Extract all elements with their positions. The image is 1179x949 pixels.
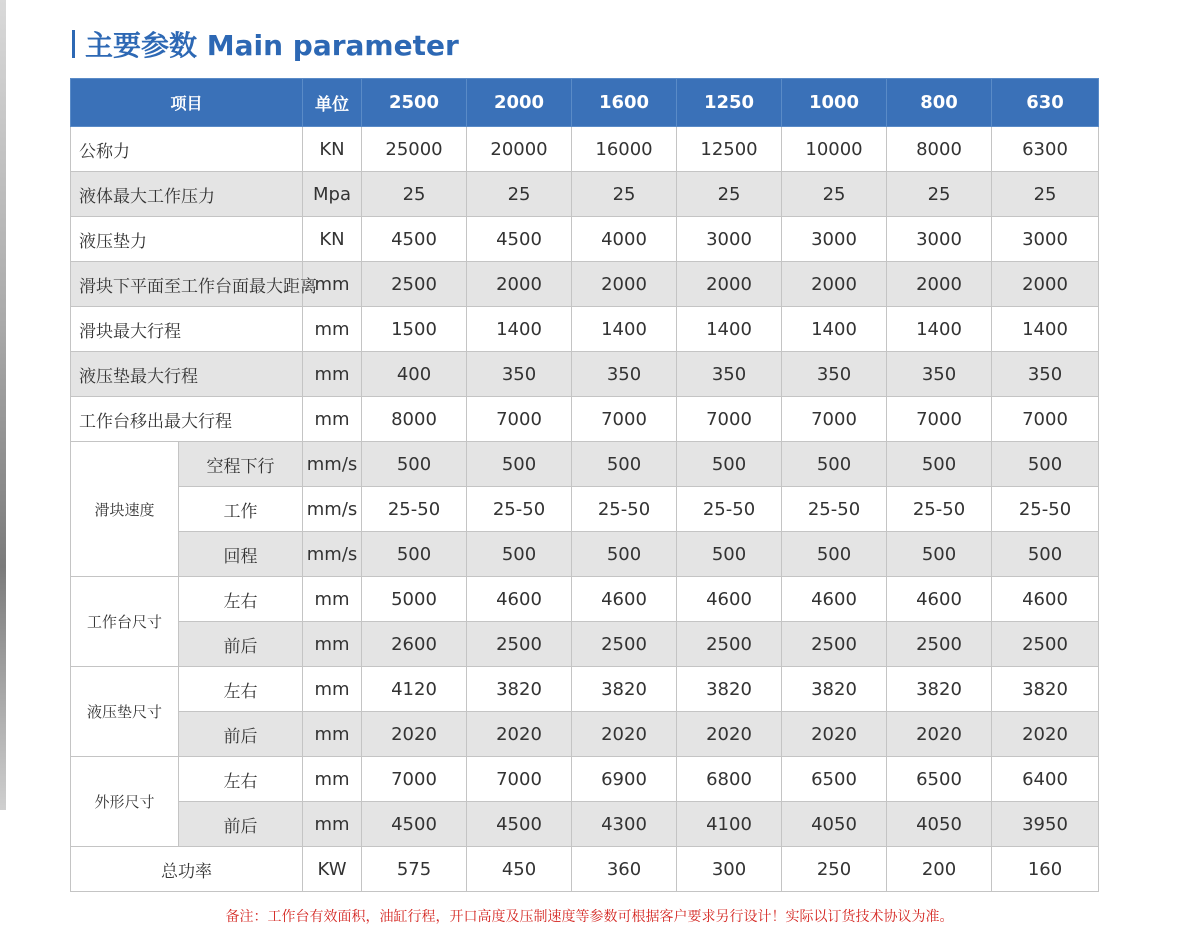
value-cell: 6300 [992, 127, 1099, 172]
value-cell: 3820 [887, 667, 992, 712]
value-cell: 7000 [572, 397, 677, 442]
value-cell: 2000 [572, 262, 677, 307]
value-cell: 350 [572, 352, 677, 397]
value-cell: 1400 [677, 307, 782, 352]
table-row [71, 217, 1099, 262]
value-cell: 1500 [362, 307, 467, 352]
value-cell: 3000 [887, 217, 992, 262]
table-row [71, 802, 1099, 847]
row-label: 滑块最大行程 [71, 307, 303, 352]
value-cell: 2500 [782, 622, 887, 667]
value-cell: 7000 [677, 397, 782, 442]
value-cell: 2000 [887, 262, 992, 307]
value-cell: 2000 [992, 262, 1099, 307]
value-cell: 2020 [467, 712, 572, 757]
value-cell: 3000 [782, 217, 887, 262]
value-cell: 1400 [467, 307, 572, 352]
value-cell: 3000 [992, 217, 1099, 262]
value-cell: 250 [782, 847, 887, 892]
row-label: 液体最大工作压力 [71, 172, 303, 217]
row-unit: Mpa [303, 172, 362, 217]
value-cell: 2020 [362, 712, 467, 757]
value-cell: 2020 [677, 712, 782, 757]
value-cell: 4600 [887, 577, 992, 622]
header-model: 630 [992, 79, 1099, 127]
value-cell: 3820 [467, 667, 572, 712]
value-cell: 1400 [782, 307, 887, 352]
value-cell: 500 [782, 442, 887, 487]
group-label: 外形尺寸 [71, 757, 179, 847]
value-cell: 25 [992, 172, 1099, 217]
value-cell: 360 [572, 847, 677, 892]
value-cell: 1400 [992, 307, 1099, 352]
value-cell: 4000 [572, 217, 677, 262]
value-cell: 2020 [782, 712, 887, 757]
group-label: 工作台尺寸 [71, 577, 179, 667]
row-label: 液压垫力 [71, 217, 303, 262]
table-row [71, 262, 1099, 307]
value-cell: 25000 [362, 127, 467, 172]
value-cell: 4300 [572, 802, 677, 847]
value-cell: 350 [992, 352, 1099, 397]
row-unit: mm [303, 577, 362, 622]
value-cell: 3820 [572, 667, 677, 712]
value-cell: 6900 [572, 757, 677, 802]
value-cell: 500 [467, 532, 572, 577]
value-cell: 4050 [887, 802, 992, 847]
value-cell: 3820 [677, 667, 782, 712]
header-item: 项目 [71, 79, 303, 127]
title-accent-bar [72, 30, 75, 58]
row-label: 公称力 [71, 127, 303, 172]
value-cell: 3820 [782, 667, 887, 712]
value-cell: 3820 [992, 667, 1099, 712]
value-cell: 500 [362, 532, 467, 577]
value-cell: 7000 [782, 397, 887, 442]
sub-label: 回程 [179, 532, 303, 577]
value-cell: 6500 [887, 757, 992, 802]
sub-label: 前后 [179, 622, 303, 667]
table-row [71, 847, 1099, 892]
table-row [71, 487, 1099, 532]
value-cell: 4500 [362, 217, 467, 262]
value-cell: 500 [572, 532, 677, 577]
value-cell: 2000 [467, 262, 572, 307]
value-cell: 4100 [677, 802, 782, 847]
value-cell: 7000 [887, 397, 992, 442]
value-cell: 10000 [782, 127, 887, 172]
sub-label: 左右 [179, 577, 303, 622]
value-cell: 2000 [677, 262, 782, 307]
value-cell: 300 [677, 847, 782, 892]
sub-label: 空程下行 [179, 442, 303, 487]
value-cell: 2020 [887, 712, 992, 757]
value-cell: 7000 [992, 397, 1099, 442]
value-cell: 25-50 [887, 487, 992, 532]
value-cell: 450 [467, 847, 572, 892]
value-cell: 25 [887, 172, 992, 217]
table-row [71, 757, 1099, 802]
value-cell: 25-50 [572, 487, 677, 532]
row-unit: mm/s [303, 487, 362, 532]
row-unit: mm [303, 307, 362, 352]
table-row [71, 307, 1099, 352]
value-cell: 500 [782, 532, 887, 577]
value-cell: 8000 [362, 397, 467, 442]
value-cell: 4600 [782, 577, 887, 622]
row-unit: mm [303, 757, 362, 802]
value-cell: 7000 [467, 397, 572, 442]
value-cell: 3950 [992, 802, 1099, 847]
value-cell: 25 [677, 172, 782, 217]
value-cell: 7000 [362, 757, 467, 802]
value-cell: 2500 [677, 622, 782, 667]
row-label: 滑块下平面至工作台面最大距离 [71, 262, 303, 307]
row-label: 工作台移出最大行程 [71, 397, 303, 442]
value-cell: 500 [362, 442, 467, 487]
row-unit: KN [303, 127, 362, 172]
row-unit: mm/s [303, 442, 362, 487]
table-row [71, 352, 1099, 397]
row-unit: mm [303, 802, 362, 847]
value-cell: 500 [992, 532, 1099, 577]
table-row [71, 667, 1099, 712]
sub-label: 左右 [179, 667, 303, 712]
value-cell: 400 [362, 352, 467, 397]
value-cell: 2500 [992, 622, 1099, 667]
page-title [72, 24, 459, 64]
value-cell: 4600 [677, 577, 782, 622]
value-cell: 25-50 [677, 487, 782, 532]
value-cell: 25-50 [362, 487, 467, 532]
page-title-text: 主要参数 Main parameter [85, 29, 459, 62]
sub-label: 左右 [179, 757, 303, 802]
table-row [71, 172, 1099, 217]
value-cell: 500 [677, 532, 782, 577]
value-cell: 25 [467, 172, 572, 217]
header-unit: 单位 [303, 79, 362, 127]
value-cell: 8000 [887, 127, 992, 172]
value-cell: 500 [887, 532, 992, 577]
value-cell: 4500 [467, 217, 572, 262]
value-cell: 1400 [887, 307, 992, 352]
table-row [71, 577, 1099, 622]
value-cell: 12500 [677, 127, 782, 172]
value-cell: 4050 [782, 802, 887, 847]
row-label: 液压垫最大行程 [71, 352, 303, 397]
value-cell: 350 [467, 352, 572, 397]
sub-label: 前后 [179, 802, 303, 847]
value-cell: 2500 [572, 622, 677, 667]
table-row [71, 622, 1099, 667]
value-cell: 350 [677, 352, 782, 397]
table-row [71, 442, 1099, 487]
row-unit: mm [303, 622, 362, 667]
value-cell: 25-50 [992, 487, 1099, 532]
header-model: 1600 [572, 79, 677, 127]
row-unit: mm [303, 262, 362, 307]
row-unit: mm [303, 667, 362, 712]
value-cell: 2500 [362, 262, 467, 307]
header-model: 2000 [467, 79, 572, 127]
value-cell: 4600 [572, 577, 677, 622]
value-cell: 4120 [362, 667, 467, 712]
sub-label: 工作 [179, 487, 303, 532]
value-cell: 25 [572, 172, 677, 217]
group-label: 滑块速度 [71, 442, 179, 577]
value-cell: 25-50 [467, 487, 572, 532]
value-cell: 25-50 [782, 487, 887, 532]
value-cell: 2500 [467, 622, 572, 667]
value-cell: 2000 [782, 262, 887, 307]
row-unit: mm/s [303, 532, 362, 577]
value-cell: 575 [362, 847, 467, 892]
table-row [71, 397, 1099, 442]
value-cell: 200 [887, 847, 992, 892]
value-cell: 4500 [467, 802, 572, 847]
value-cell: 500 [677, 442, 782, 487]
value-cell: 3000 [677, 217, 782, 262]
value-cell: 6500 [782, 757, 887, 802]
value-cell: 500 [572, 442, 677, 487]
value-cell: 5000 [362, 577, 467, 622]
value-cell: 4600 [992, 577, 1099, 622]
value-cell: 6800 [677, 757, 782, 802]
footnote: 备注：工作台有效面积，油缸行程，开口高度及压制速度等参数可根据客户要求另行设计！实际以订货技术协议为准。 [225, 909, 954, 925]
row-unit: mm [303, 712, 362, 757]
header-model: 800 [887, 79, 992, 127]
table-row [71, 712, 1099, 757]
group-label: 液压垫尺寸 [71, 667, 179, 757]
row-unit: KN [303, 217, 362, 262]
row-unit: KW [303, 847, 362, 892]
value-cell: 500 [992, 442, 1099, 487]
table-row [71, 127, 1099, 172]
value-cell: 2020 [572, 712, 677, 757]
value-cell: 2500 [887, 622, 992, 667]
row-unit: mm [303, 352, 362, 397]
header-model: 1250 [677, 79, 782, 127]
parameter-table [70, 78, 1099, 892]
value-cell: 16000 [572, 127, 677, 172]
row-unit: mm [303, 397, 362, 442]
value-cell: 25 [362, 172, 467, 217]
value-cell: 1400 [572, 307, 677, 352]
header-model: 2500 [362, 79, 467, 127]
value-cell: 500 [887, 442, 992, 487]
header-model: 1000 [782, 79, 887, 127]
value-cell: 2020 [992, 712, 1099, 757]
value-cell: 350 [887, 352, 992, 397]
value-cell: 350 [782, 352, 887, 397]
total-power-label: 总功率 [71, 847, 303, 892]
table-row [71, 532, 1099, 577]
value-cell: 4500 [362, 802, 467, 847]
value-cell: 160 [992, 847, 1099, 892]
value-cell: 20000 [467, 127, 572, 172]
header-row [71, 79, 1099, 127]
value-cell: 6400 [992, 757, 1099, 802]
sub-label: 前后 [179, 712, 303, 757]
value-cell: 500 [467, 442, 572, 487]
value-cell: 7000 [467, 757, 572, 802]
value-cell: 25 [782, 172, 887, 217]
value-cell: 4600 [467, 577, 572, 622]
value-cell: 2600 [362, 622, 467, 667]
background-photo-edge [0, 0, 6, 810]
